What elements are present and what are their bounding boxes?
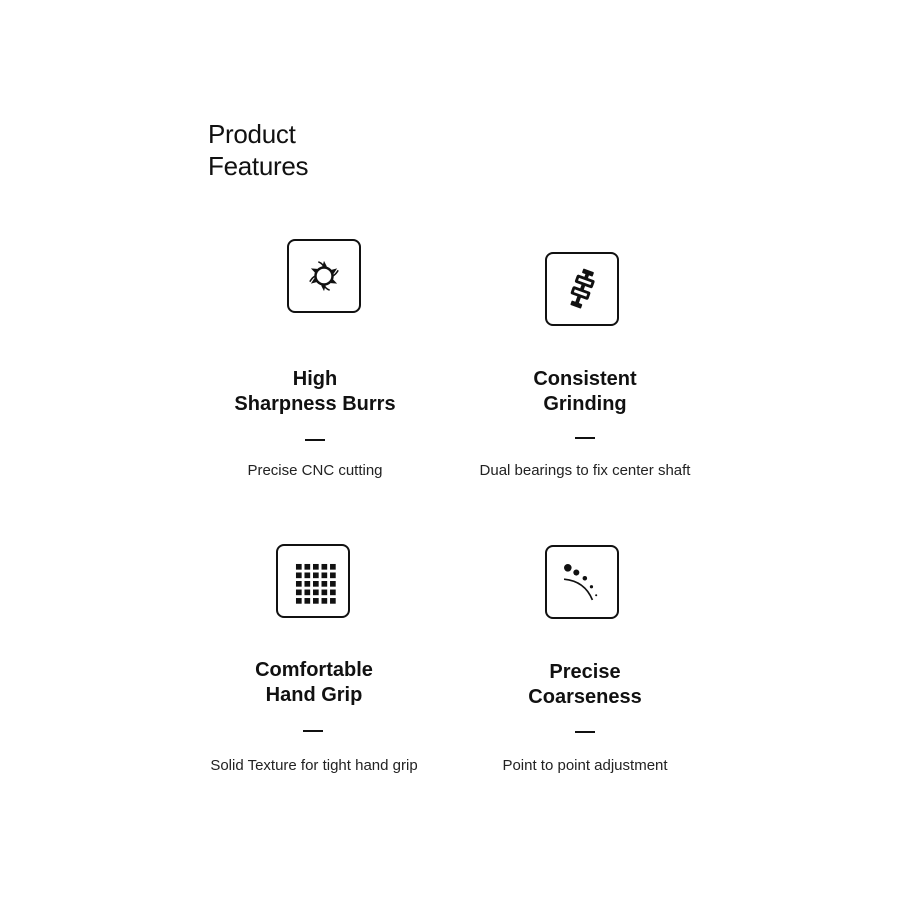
feature-title: Consistent Grinding <box>533 368 637 415</box>
grip-dot <box>330 572 336 578</box>
section-title-line1: Product <box>208 119 296 149</box>
feature-description: Solid Texture for tight hand grip <box>210 757 418 774</box>
grip-dot <box>330 581 336 587</box>
grip-dot <box>322 590 328 596</box>
grip-dot <box>313 581 319 587</box>
feature-description: Precise CNC cutting <box>247 462 383 479</box>
feature-card-comfortable-hand-grip <box>184 0 444 900</box>
grip-dot <box>330 598 336 604</box>
grip-dot <box>322 581 328 587</box>
feature-card-precise-coarseness <box>455 0 715 900</box>
grip-dot <box>313 564 319 570</box>
grip-dot <box>313 572 319 578</box>
feature-description: Dual bearings to fix center shaft <box>479 462 691 479</box>
grip-dot <box>296 581 302 587</box>
feature-description: Point to point adjustment <box>502 757 668 774</box>
grip-dot <box>313 598 319 604</box>
grip-dot <box>330 590 336 596</box>
feature-title: Comfortable Hand Grip <box>255 659 373 706</box>
grip-dot <box>304 590 310 596</box>
grip-dot <box>322 598 328 604</box>
grip-dot <box>296 590 302 596</box>
section-title-line2: Features <box>208 151 309 181</box>
grip-dot <box>304 564 310 570</box>
grip-dot <box>322 564 328 570</box>
divider-dash <box>303 730 323 732</box>
feature-title: Precise Coarseness <box>528 661 642 708</box>
grip-texture-icon <box>276 544 350 618</box>
feature-title: High Sharpness Burrs <box>234 368 396 415</box>
grip-dot <box>296 564 302 570</box>
grip-dot <box>330 564 336 570</box>
grip-dot <box>304 581 310 587</box>
grip-dot <box>322 572 328 578</box>
grip-dot <box>304 572 310 578</box>
divider-dash <box>575 731 595 733</box>
grip-dot <box>304 598 310 604</box>
grip-dot <box>296 598 302 604</box>
grip-dot <box>313 590 319 596</box>
coarseness-dots-icon <box>545 545 619 619</box>
grip-dot <box>296 572 302 578</box>
